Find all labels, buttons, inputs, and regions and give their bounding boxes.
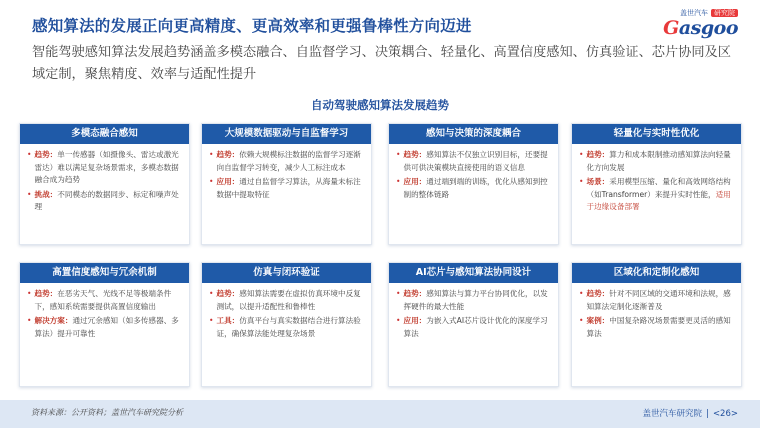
item-text: 依赖大规模标注数据的监督学习逐渐向自监督学习转变，减少人工标注成本 [216,150,361,172]
item-text: 针对不同区域的交通环境和法规，感知算法定制化逐渐普及 [586,289,731,311]
item-label: 场景： [586,177,610,186]
card-item [27,149,182,187]
bullet-icon: • [579,150,584,159]
item-label: 趋势： [216,150,240,159]
item-label: 趋势： [586,289,610,298]
page-number: <26> [712,409,738,419]
trend-card [19,262,190,387]
bullet-icon: • [396,150,401,159]
card-title: 多模态融合感知 [20,124,189,144]
item-label: 工具： [216,316,240,325]
item-text: 在恶劣天气、光线不足等极端条件下，感知系统需要提供高置信度输出 [34,289,172,311]
footer-org: 盖世汽车研究院 [642,409,703,419]
card-item [209,149,364,174]
card-title: 区域化和定制化感知 [572,263,741,283]
card-item [396,315,551,340]
bullet-icon: • [209,150,214,159]
item-highlight: 适用于边缘设备部署 [586,189,731,211]
item-text: 不同模态的数据同步、标定和噪声处理 [34,189,179,211]
card-title: 高置信度感知与冗余机制 [20,263,189,283]
item-text: 通过端到端的训练，优化从感知到控制的整体链路 [403,177,548,199]
card-item [27,315,182,340]
item-label: 趋势： [34,150,58,159]
item-text: 采用模型压缩、量化和高效网络结构（如Transformer）来提升实时性能， [586,177,731,199]
item-label: 案例： [586,316,610,325]
card-body [202,144,371,201]
item-label: 挑战： [34,189,58,199]
item-text: 通过冗余感知（如多传感器、多算法）提升可靠性 [34,316,179,338]
item-label: 趋势： [403,150,427,159]
trend-card [19,123,190,245]
bullet-icon: • [27,289,32,298]
footer: 资料来源：公开资料；盖世汽车研究院分析 盖世汽车研究院 | <26> [0,400,760,428]
bullet-icon: • [27,150,32,159]
item-text: 为嵌入式AI芯片设计优化的深度学习算法 [403,316,548,338]
card-item [396,149,551,174]
bullet-icon: • [396,316,401,325]
page-title: 感知算法的发展正向更高精度、更高效率和更强鲁棒性方向迈进 [32,17,472,35]
bullet-icon: • [209,316,214,325]
logo-mark-g: G [663,17,679,39]
card-item [579,315,734,340]
bullet-icon: • [27,189,32,199]
card-title: 仿真与闭环验证 [202,263,371,283]
item-label: 应用： [403,177,427,186]
item-label: 解决方案： [34,316,73,325]
bullet-icon: • [579,289,584,298]
page-subtitle: 智能驾驶感知算法发展趋势涵盖多模态融合、自监督学习、决策耦合、轻量化、高置信度感知、仿真验证、芯片协同及区域定制，聚焦精度、效率与适配性提升 [32,45,731,82]
card-item [579,176,734,214]
logo-top-text: 盖世汽车 [680,9,708,17]
card-item [209,288,364,313]
logo-badge: 研究院 [711,9,738,17]
gasgoo-logo [628,8,738,38]
card-body [389,283,558,340]
card-title: 感知与决策的深度耦合 [389,124,558,144]
bullet-icon: • [396,177,401,186]
card-title: 大规模数据驱动与自监督学习 [202,124,371,144]
bullet-icon: • [27,316,32,325]
section-title: 自动驾驶感知算法发展趋势 [311,98,449,112]
card-item [579,149,734,174]
card-body [572,144,741,214]
item-text: 中国复杂路况场景需要更灵活的感知算法 [586,316,731,338]
trend-card [571,123,742,245]
item-text: 感知算法与算力平台协同优化，以发挥硬件的最大性能 [403,289,548,311]
card-body [572,283,741,340]
item-text: 感知算法不仅独立识别目标，还要提供可供决策模块直接使用的语义信息 [403,150,548,172]
item-label: 趋势： [403,289,427,298]
item-label: 趋势： [586,150,610,159]
card-item [27,189,182,214]
trend-card [388,262,559,387]
item-text: 感知算法需要在虚拟仿真环境中反复测试，以提升适配性和鲁棒性 [216,289,361,311]
footer-source: 资料来源：公开资料；盖世汽车研究院分析 [31,408,183,417]
bullet-icon: • [209,289,214,298]
trend-card [571,262,742,387]
card-item [396,176,551,201]
item-label: 应用： [216,177,240,186]
card-title: 轻量化与实时性优化 [572,124,741,144]
card-item [209,315,364,340]
card-title: AI芯片与感知算法协同设计 [389,263,558,283]
bullet-icon: • [579,177,584,186]
item-text: 算力和成本限制推动感知算法向轻量化方向发展 [586,150,731,172]
item-label: 趋势： [216,289,240,298]
item-label: 应用： [403,316,427,325]
bullet-icon: • [579,316,584,325]
card-item [579,288,734,313]
trend-card [201,262,372,387]
bullet-icon: • [209,177,214,186]
item-text: 仿真平台与真实数据结合进行算法验证，确保算法能处理复杂场景 [216,316,361,338]
logo-mark-rest: asgoo [678,17,738,39]
item-text: 通过自监督学习算法，从海量未标注数据中提取特征 [216,177,361,199]
item-text: 单一传感器（如摄像头、雷达或激光雷达）难以满足复杂场景需求，多模态数据融合成为趋势 [34,150,179,184]
trend-card [388,123,559,245]
bullet-icon: • [396,289,401,298]
item-label: 趋势： [34,289,58,298]
card-item [27,288,182,313]
card-body [20,283,189,340]
card-item [209,176,364,201]
card-body [202,283,371,340]
card-item [396,288,551,313]
trend-card [201,123,372,245]
card-body [389,144,558,201]
card-body [20,144,189,214]
